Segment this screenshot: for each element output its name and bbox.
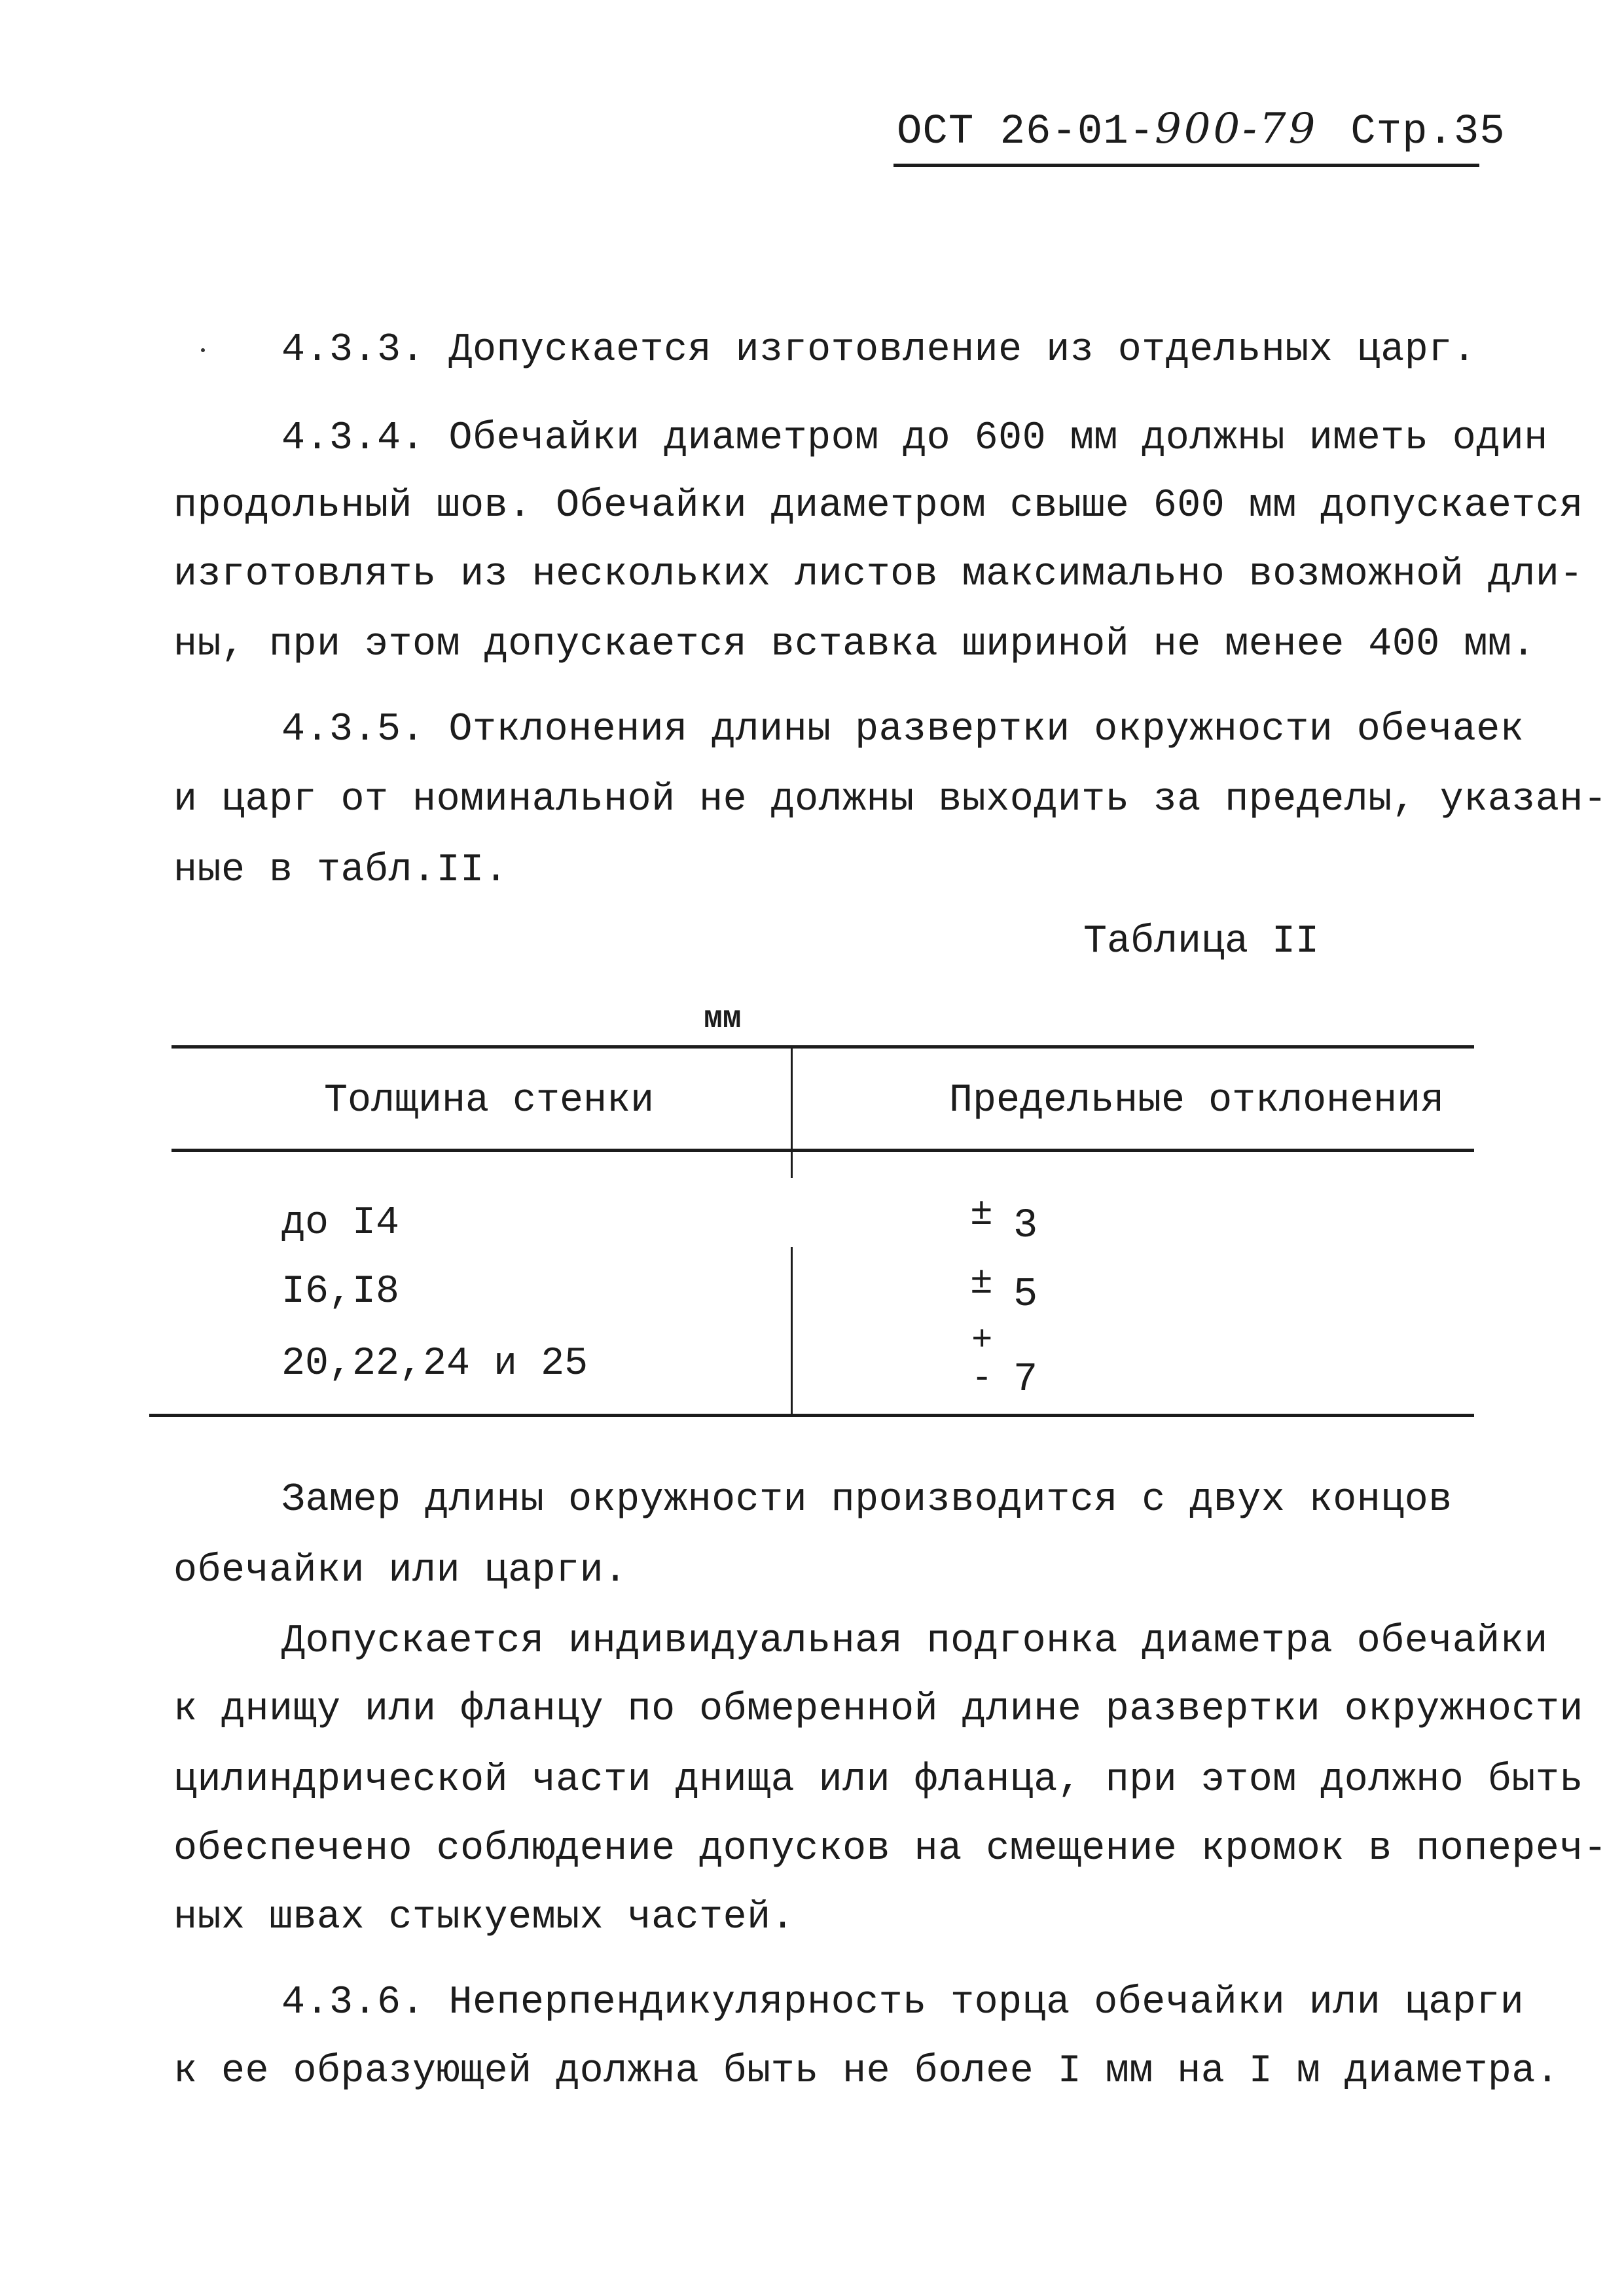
stray-mark bbox=[201, 348, 205, 352]
standard-number-prefix: ОСТ 26-01- bbox=[897, 109, 1155, 156]
table-header-deviation: Предельные отклонения bbox=[949, 1079, 1445, 1123]
table-row-1-thickness: до I4 bbox=[281, 1201, 400, 1246]
table-row-3-thickness: 20,22,24 и 25 bbox=[281, 1342, 588, 1386]
para-435-line-1: 4.3.5. Отклонения длины развертки окружности обечаек bbox=[281, 708, 1525, 752]
para-measure-line-1: Замер длины окружности производится с двух концов bbox=[281, 1478, 1453, 1522]
para-fitting-line-4: обеспечено соблюдение допусков на смещение кромок в попереч- bbox=[173, 1827, 1608, 1871]
table-caption: Таблица II bbox=[1083, 920, 1320, 964]
table-row-2-value: 5 bbox=[1013, 1271, 1038, 1318]
table-row-3-value: 7 bbox=[1013, 1356, 1038, 1403]
table-top-rule bbox=[171, 1045, 1474, 1049]
para-measure-line-2: обечайки или царги. bbox=[173, 1549, 628, 1593]
para-fitting-line-3: цилиндрической части днища или фланца, при этом должно быть bbox=[173, 1758, 1583, 1803]
table-header-rule bbox=[171, 1149, 1474, 1152]
table-bottom-rule bbox=[149, 1414, 1474, 1417]
table-row-3-sign-minus: - bbox=[971, 1359, 993, 1399]
standard-number-handwritten: 900-79 bbox=[1155, 105, 1318, 153]
header-underline bbox=[893, 164, 1479, 167]
para-fitting-line-2: к днищу или фланцу по обмеренной длине развертки окружности bbox=[173, 1687, 1583, 1732]
table-column-divider-upper bbox=[791, 1047, 793, 1178]
para-434-line-1: 4.3.4. Обечайки диаметром до 600 мм должны иметь один bbox=[281, 416, 1548, 461]
table-units: мм bbox=[704, 1001, 742, 1037]
para-434-line-2: продольный шов. Обечайки диаметром свыше 600 мм допускается bbox=[173, 484, 1583, 528]
table-row-1-sign: ± bbox=[970, 1193, 993, 1236]
para-434-line-3: изготовлять из нескольких листов максимально возможной дли- bbox=[173, 552, 1583, 597]
para-433-line-1: 4.3.3. Допускается изготовление из отдельных царг. bbox=[281, 328, 1477, 372]
para-436-line-2: к ее образующей должна быть не более I мм на I м диаметра. bbox=[173, 2049, 1560, 2094]
table-row-1-value: 3 bbox=[1013, 1202, 1038, 1249]
para-436-line-1: 4.3.6. Неперпендикулярность торца обечайки или царги bbox=[281, 1981, 1525, 2025]
table-header-thickness: Толщина стенки bbox=[324, 1079, 655, 1123]
page-number: Стр.35 bbox=[1350, 109, 1506, 156]
table-row-2-thickness: I6,I8 bbox=[281, 1270, 400, 1314]
para-434-line-4: ны, при этом допускается вставка шириной не менее 400 мм. bbox=[173, 622, 1536, 667]
para-fitting-line-5: ных швах стыкуемых частей. bbox=[173, 1895, 795, 1940]
table-row-2-sign: ± bbox=[970, 1262, 993, 1304]
page-header bbox=[897, 105, 1506, 156]
para-435-line-3: ные в табл.II. bbox=[173, 848, 509, 893]
para-fitting-line-1: Допускается индивидуальная подгонка диаметра обечайки bbox=[281, 1619, 1548, 1664]
table-row-3-sign-plus: + bbox=[971, 1321, 993, 1361]
table-column-divider-lower bbox=[791, 1247, 793, 1414]
para-435-line-2: и царг от номинальной не должны выходить за пределы, указан- bbox=[173, 778, 1608, 822]
